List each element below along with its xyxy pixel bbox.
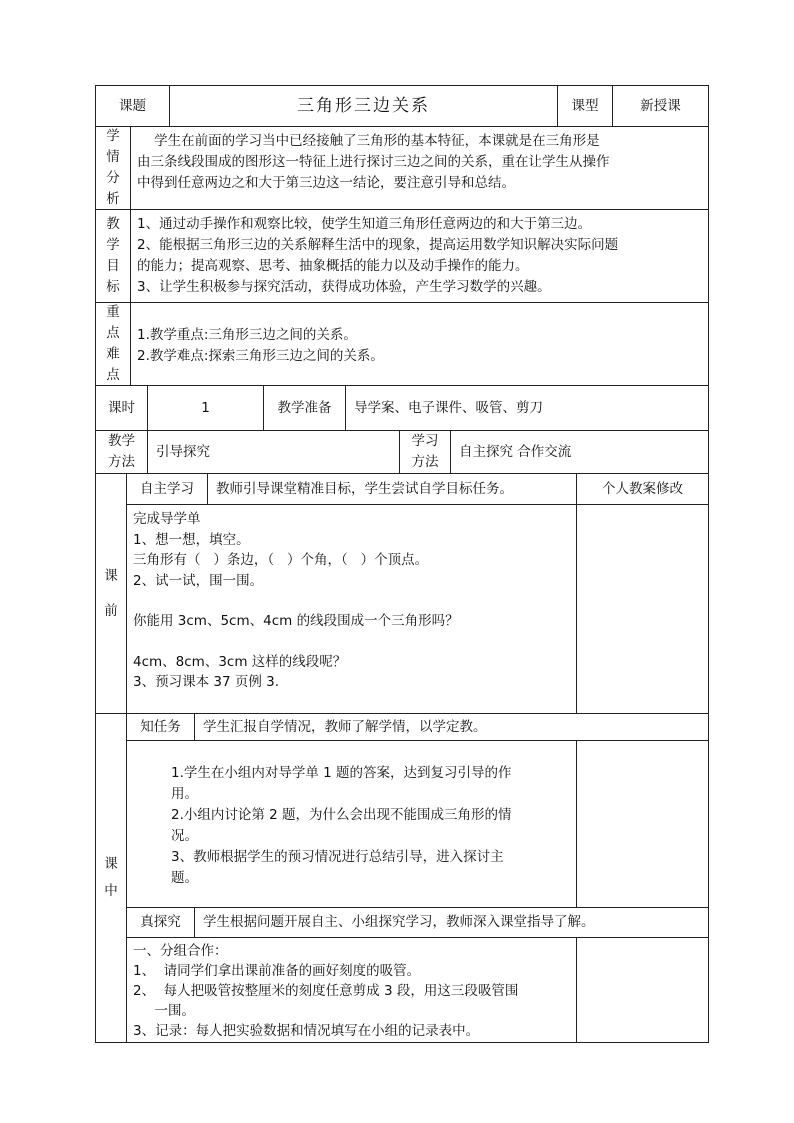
pre-class-content [126,504,577,714]
in-class-side-label [95,713,127,1043]
study-method-label [399,430,451,474]
keypoints-label-char: 难 [106,346,120,362]
hours-label: 课时 [95,385,148,431]
self-study-desc: 教师引导课堂精准目标，学生尝试自学目标任务。 [207,473,577,505]
pre-class-line: 3、预习课本 37 页例 3. [133,674,280,690]
analysis-label [95,126,131,210]
prep-label: 教学准备 [263,385,346,431]
goals-label-char: 目 [106,258,120,274]
analysis-label-char: 析 [106,191,120,207]
keypoints-label-char: 点 [106,367,120,383]
pre-class-side-char: 课 [104,567,118,584]
explore-revision-cell [576,937,709,1043]
analysis-label-char: 分 [106,170,120,186]
pre-class-line: 4cm、8cm、3cm 这样的线段呢？ [133,653,347,670]
goals-label [95,209,131,303]
course-title: 三角形三边关系 [169,85,558,127]
method-label-line: 方法 [108,454,135,470]
analysis-line: 由三条线段围成的图形这一特征上进行探讨三边之间的关系，重在让学生从操作 [137,154,610,170]
goals-line: 3、让学生积极参与探究活动，获得成功体验，产生学习数学的兴趣。 [137,279,551,295]
analysis-label-char: 情 [106,149,120,165]
explore-line: 一围。 [133,1003,195,1019]
in-class-side-char: 课 [104,856,118,872]
explore-line: 一、分组合作： [133,943,228,959]
goals-line: 的能力；提高观察、思考、抽象概括的能力以及动手操作的能力。 [137,258,529,274]
task-line: 1.学生在小组内对导学单 1 题的答案，达到复习引导的作 [171,765,512,781]
explore-desc: 学生根据问题开展自主、小组探究学习，教师深入课堂指导了解。 [194,907,709,938]
task-line: 题。 [171,870,198,886]
goals-line: 1、通过动手操作和观察比较，使学生知道三角形任意两边的和大于第三边。 [137,216,592,232]
pre-class-line: 2、试一试，围一围。 [133,572,264,589]
task-revision-cell [576,740,709,908]
keypoints-content [130,302,709,386]
study-method-label-line: 学习 [411,433,439,449]
keypoints-label-char: 点 [106,325,120,341]
pre-class-line: 1、想一想，填空。 [133,531,250,548]
goals-label-char: 标 [106,279,120,295]
analysis-line: 学生在前面的学习当中已经接触了三角形的基本特征，本课就是在三角形是 [137,133,600,149]
in-class-side-char: 中 [104,883,118,899]
task-line: 用。 [171,786,198,802]
self-study-label: 自主学习 [126,473,208,505]
pre-class-line [133,591,570,611]
pre-class-line: 完成导学单 [133,511,201,527]
analysis-label-char: 学 [106,128,120,144]
pre-class-line: 三角形有（ ）条边，（ ）个角，（ ）个顶点。 [133,552,429,568]
goals-label-char: 学 [106,237,120,253]
analysis-line: 中得到任意两边之和大于第三边这一结论，要注意引导和总结。 [137,175,515,191]
analysis-content [130,126,709,210]
task-desc: 学生汇报自学情况，教师了解学情，以学定教。 [194,713,709,741]
keypoints-label-char: 重 [106,304,120,320]
personal-revision-label: 个人教案修改 [576,473,709,505]
task-line: 3、教师根据学生的预习情况进行总结引导，进入探讨主 [171,849,504,865]
task-content [126,740,577,908]
keypoints-line: 2.教学难点:探索三角形三边之间的关系。 [137,348,384,364]
pre-class-line: 你能用 3cm、5cm、4cm 的线段围成一个三角形吗？ [133,613,459,629]
task-label: 知任务 [126,713,195,741]
goals-content [130,209,709,303]
explore-line: 2、 每人把吸管按整厘米的刻度任意剪成 3 段，用这三段吸管围 [133,983,519,999]
study-method-label-line: 方法 [411,454,439,470]
task-line: 况。 [171,828,198,844]
method-label-line: 教学 [108,433,135,449]
method-value: 引导探究 [147,430,400,474]
pre-class-side-char: 前 [104,602,118,619]
explore-line: 1、 请同学们拿出课前准备的画好刻度的吸管。 [133,963,421,979]
keypoints-label [95,302,131,386]
task-line: 2.小组内讨论第 2 题，为什么会出现不能围成三角形的情 [171,807,512,823]
keypoints-line: 1.教学重点:三角形三边之间的关系。 [137,327,357,343]
hours-value: 1 [147,385,264,431]
type-value: 新授课 [612,85,709,127]
method-label [95,430,148,474]
type-label: 课型 [557,85,613,127]
study-method-value: 自主探究 合作交流 [450,430,709,474]
course-label: 课题 [95,85,170,127]
explore-content [126,937,577,1043]
prep-value: 导学案、电子课件、吸管、剪刀 [345,385,709,431]
pre-class-line [133,632,570,652]
pre-class-revision-cell [576,504,709,714]
goals-line: 2、能根据三角形三边的关系解释生活中的现象，提高运用数学知识解决实际问题 [137,237,619,253]
goals-label-char: 教 [106,216,120,232]
pre-class-side-label [95,473,127,714]
explore-line: 3、记录：每人把实验数据和情况填写在小组的记录表中。 [133,1023,480,1039]
explore-label: 真探究 [126,907,195,938]
